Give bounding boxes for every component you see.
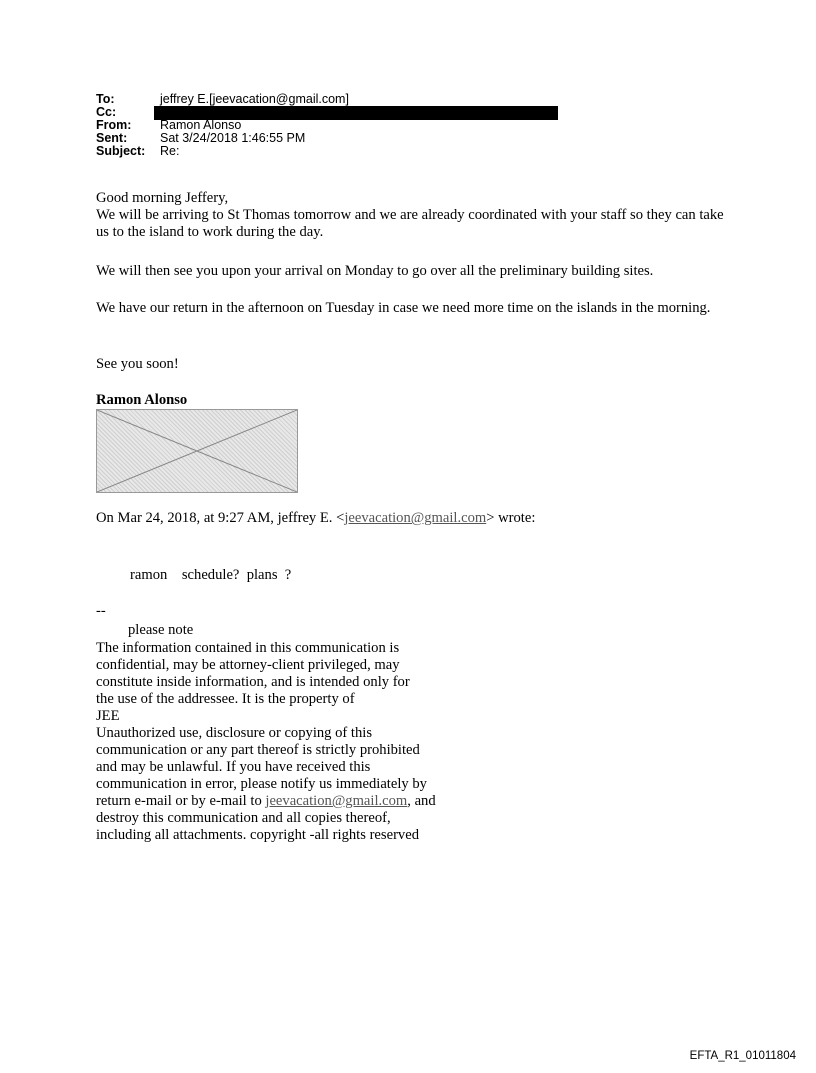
sent-label: Sent: [96, 131, 128, 145]
cc-label: Cc: [96, 105, 117, 119]
disclaimer-line: the use of the addressee. It is the property of [96, 691, 355, 707]
disclaimer [96, 640, 476, 844]
subject-value: Re: [160, 144, 180, 158]
disclaimer-line [96, 793, 476, 810]
disclaimer-line: The information contained in this communication is [96, 640, 400, 656]
disclaimer-line: and may be unlawful. If you have received this [96, 759, 371, 775]
from-value: Ramon Alonso [160, 118, 242, 132]
quoted-attribution [96, 510, 535, 527]
disclaimer-text: , and [407, 793, 436, 809]
document-id: EFTA_R1_01011804 [689, 1050, 796, 1062]
greeting: Good morning Jeffery, [96, 190, 229, 206]
disclaimer-line: communication or any part thereof is strictly prohibited [96, 742, 420, 758]
body-paragraph-4: See you soon! [96, 356, 179, 372]
signature-name: Ramon Alonso [96, 392, 188, 408]
disclaimer-email-link[interactable]: jeevacation@gmail.com [265, 793, 408, 809]
disclaimer-line: confidential, may be attorney-client privileged, may [96, 657, 400, 673]
wrote-suffix: > wrote: [486, 510, 536, 526]
signature-separator: -- [96, 603, 106, 619]
sent-value: Sat 3/24/2018 1:46:55 PM [160, 131, 306, 145]
disclaimer-line: constitute inside information, and is intended only for [96, 674, 410, 690]
disclaimer-line: including all attachments. copyright -all rights reserved [96, 827, 419, 843]
body-paragraph-3: We have our return in the afternoon on Tuesday in case we need more time on the islands in the morning. [96, 300, 711, 316]
quoted-message: ramon schedule? plans ? [130, 567, 292, 583]
disclaimer-line: Unauthorized use, disclosure or copying of this [96, 725, 373, 741]
disclaimer-line: communication in error, please notify us immediately by [96, 776, 427, 792]
from-label: From: [96, 118, 132, 132]
to-value: jeffrey E.[jeevacation@gmail.com] [160, 92, 349, 106]
disclaimer-line: JEE [96, 708, 120, 724]
body-greeting-block [96, 190, 736, 241]
to-label: To: [96, 92, 115, 106]
disclaimer-line: destroy this communication and all copies thereof, [96, 810, 391, 826]
disclaimer-text: return e-mail or by e-mail to [96, 793, 266, 809]
image-cross-icon [97, 410, 297, 492]
subject-label: Subject: [96, 144, 146, 158]
wrote-email-link[interactable]: jeevacation@gmail.com [344, 510, 487, 526]
please-note: please note [128, 622, 194, 638]
body-paragraph-1: We will be arriving to St Thomas tomorrow and we are already coordinated with your staff so they can take us to the island to work during the day. [96, 207, 724, 240]
broken-image-placeholder [96, 409, 298, 493]
wrote-prefix: On Mar 24, 2018, at 9:27 AM, jeffrey E. < [96, 510, 345, 526]
body-paragraph-2: We will then see you upon your arrival on Monday to go over all the preliminary building sites. [96, 263, 654, 279]
